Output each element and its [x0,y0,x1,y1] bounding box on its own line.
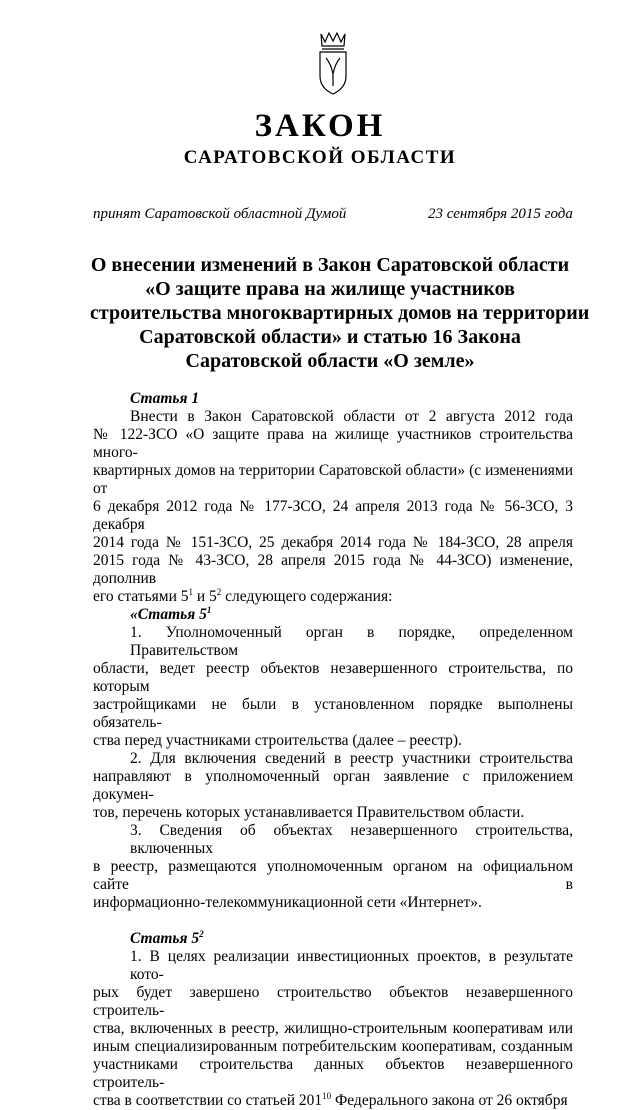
text-line: участниками строительства данных объектов незавершенного строитель- [93,1056,573,1091]
text-line: направляют в уполномоченный орган заявление с приложением докумен- [93,768,573,803]
text-line: 2015 года № 43-ЗСО, 28 апреля 2015 года № 44-ЗСО) изменение, дополнив [93,552,573,587]
text-line: 2014 года № 151-ЗСО, 25 декабря 2014 года № 184-ЗСО, 28 апреля [93,534,573,551]
text-line: его статьями $5^1$ и $5^2$ следующего содержания: [93,586,393,605]
text-line: квартирных домов на территории Саратовской области» (с изменениями от [93,462,573,497]
text-line: ства в соответствии со статьей $201^{10}$ Федерального закона от 26 октября [93,1090,568,1109]
law-title-line: «О защите права на жилище участников [145,278,515,300]
coat-of-arms-icon [313,30,353,100]
adopted-date: 23 сентября 2015 года [428,206,573,222]
law-title [90,253,590,373]
text-line: рых будет завершено строительство объектов незавершенного строитель- [93,984,573,1019]
law-title-line: Саратовской области «О земле» [185,350,475,372]
document-subtitle: САРАТОВСКОЙ ОБЛАСТИ [183,147,457,168]
adopted-by: принят Саратовской областной Думой [93,206,347,222]
text-line: застройщиками не были в установленном порядке выполнены обязатель- [93,696,573,731]
text-line: тов, перечень которых устанавливается Правительством области. [93,804,525,821]
text-line: информационно-телекоммуникационной сети «Интернет». [93,894,482,911]
text-line: 3. Сведения об объектах незавершенного строительства, включенных [130,822,573,857]
document-title: ЗАКОН [254,108,386,144]
text-line: ства перед участниками строительства (далее – реестр). [93,732,462,749]
text-line: в реестр, размещаются уполномоченным органом на официальном сайте в [93,858,573,893]
article-5-2-heading: Статья $5^2$ [130,928,204,947]
text-line: 1. Уполномоченный орган в порядке, определенном Правительством [130,624,573,659]
text-line: 1. В целях реализации инвестиционных проектов, в результате кото- [130,948,573,983]
text-line: 2. Для включения сведений в реестр участники строительства [130,750,573,767]
text-line: Внести в Закон Саратовской области от 2 августа 2012 года [130,408,573,425]
text-line: ства, включенных в реестр, жилищно-строительным кооперативам или [93,1020,573,1037]
law-title-line: О внесении изменений в Закон Саратовской области [90,254,570,276]
text-line: 6 декабря 2012 года № 177-ЗСО, 24 апреля 2013 года № 56-ЗСО, 3 декабря [93,498,573,533]
text-line: иным специализированным потребительским кооперативам, созданным [93,1038,573,1055]
text-line: области, ведет реестр объектов незавершенного строительства, по которым [93,660,573,695]
text-line: № 122-ЗСО «О защите права на жилище участников строительства много- [93,426,573,461]
law-title-line: строительства многоквартирных домов на территории [90,302,590,324]
document-body [93,390,573,1110]
law-title-line: Саратовской области» и статью 16 Закона [139,326,521,348]
article-1-heading: Статья 1 [130,390,200,407]
article-5-1-heading: «Статья $5^1$ [130,604,212,623]
